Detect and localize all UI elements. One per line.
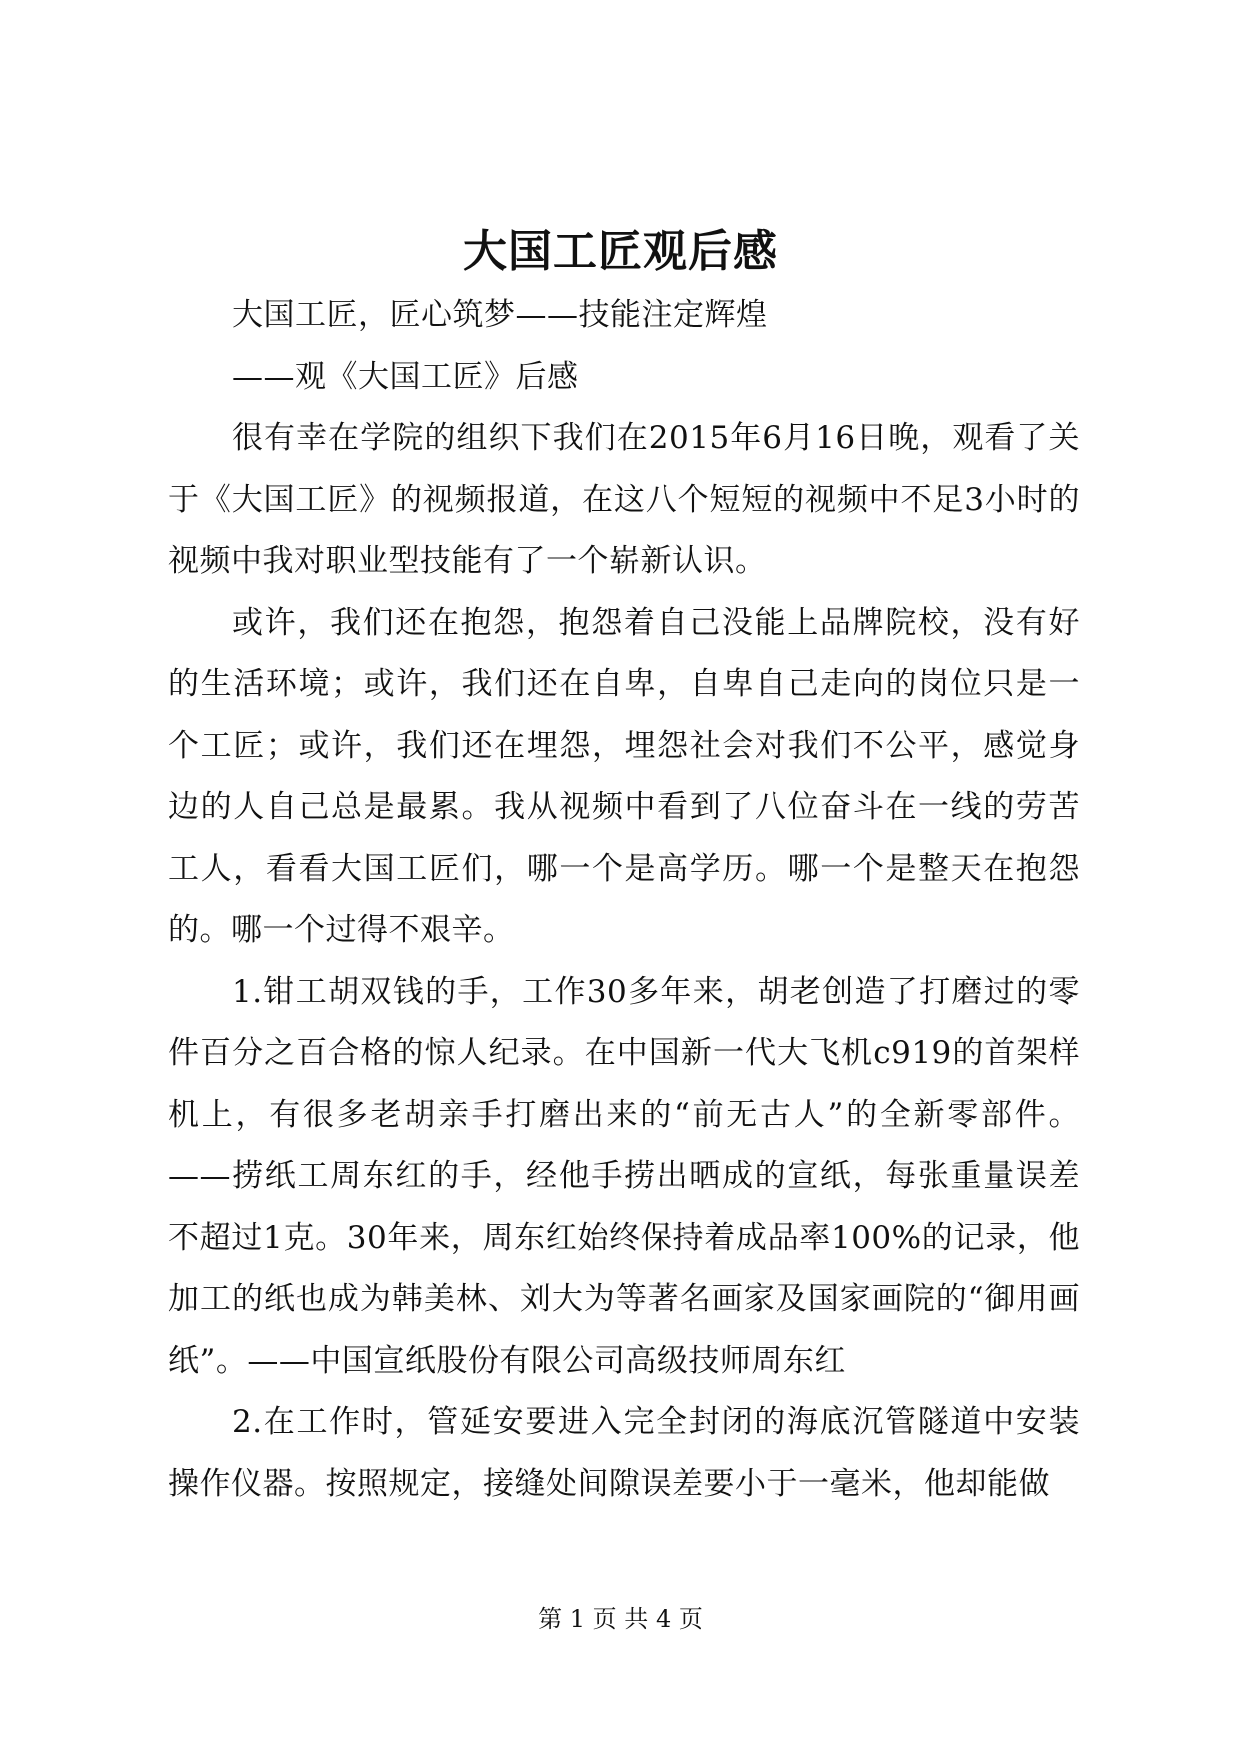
body-paragraph: 1.钳工胡双钱的手，工作30多年来，胡老创造了打磨过的零件百分之百合格的惊人纪录。在中国新一代大飞机c919的首架样机上，有很多老胡亲手打磨出来的“前无古人”的全新零部件。——捞纸工周东红的手，经他手捞出晒成的宣纸，每张重量误差不超过1克。30年来，周东红始终保持着成品率100%的记录，他加工的纸也成为韩美林、刘大为等著名画家及国家画院的“御用画纸”。——中国宣纸股份有限公司高级技师周东红 (168, 973, 1080, 1379)
subtitle-line: 大国工匠，匠心筑梦——技能注定辉煌 (232, 297, 768, 333)
document-body (168, 285, 1080, 1515)
body-paragraph: 或许，我们还在抱怨，抱怨着自己没能上品牌院校，没有好的生活环境；或许，我们还在自卑，自卑自己走向的岗位只是一个工匠；或许，我们还在埋怨，埋怨社会对我们不公平，感觉身边的人自己总是最累。我从视频中看到了八位奋斗在一线的劳苦工人，看看大国工匠们，哪一个是高学历。哪一个是整天在抱怨的。哪一个过得不艰辛。 (168, 604, 1080, 948)
page-number-footer: 第 1 页 共 4 页 (538, 1605, 703, 1633)
body-paragraph: 2.在工作时，管延安要进入完全封闭的海底沉管隧道中安装操作仪器。按照规定，接缝处间隙误差要小于一毫米，他却能做 (168, 1404, 1080, 1502)
page-title: 大国工匠观后感 (463, 226, 778, 277)
subtitle-subline: ——观《大国工匠》后感 (232, 358, 579, 395)
body-paragraph: 很有幸在学院的组织下我们在2015年6月16日晚，观看了关于《大国工匠》的视频报道，在这八个短短的视频中不足3小时的视频中我对职业型技能有了一个崭新认识。 (168, 420, 1080, 579)
